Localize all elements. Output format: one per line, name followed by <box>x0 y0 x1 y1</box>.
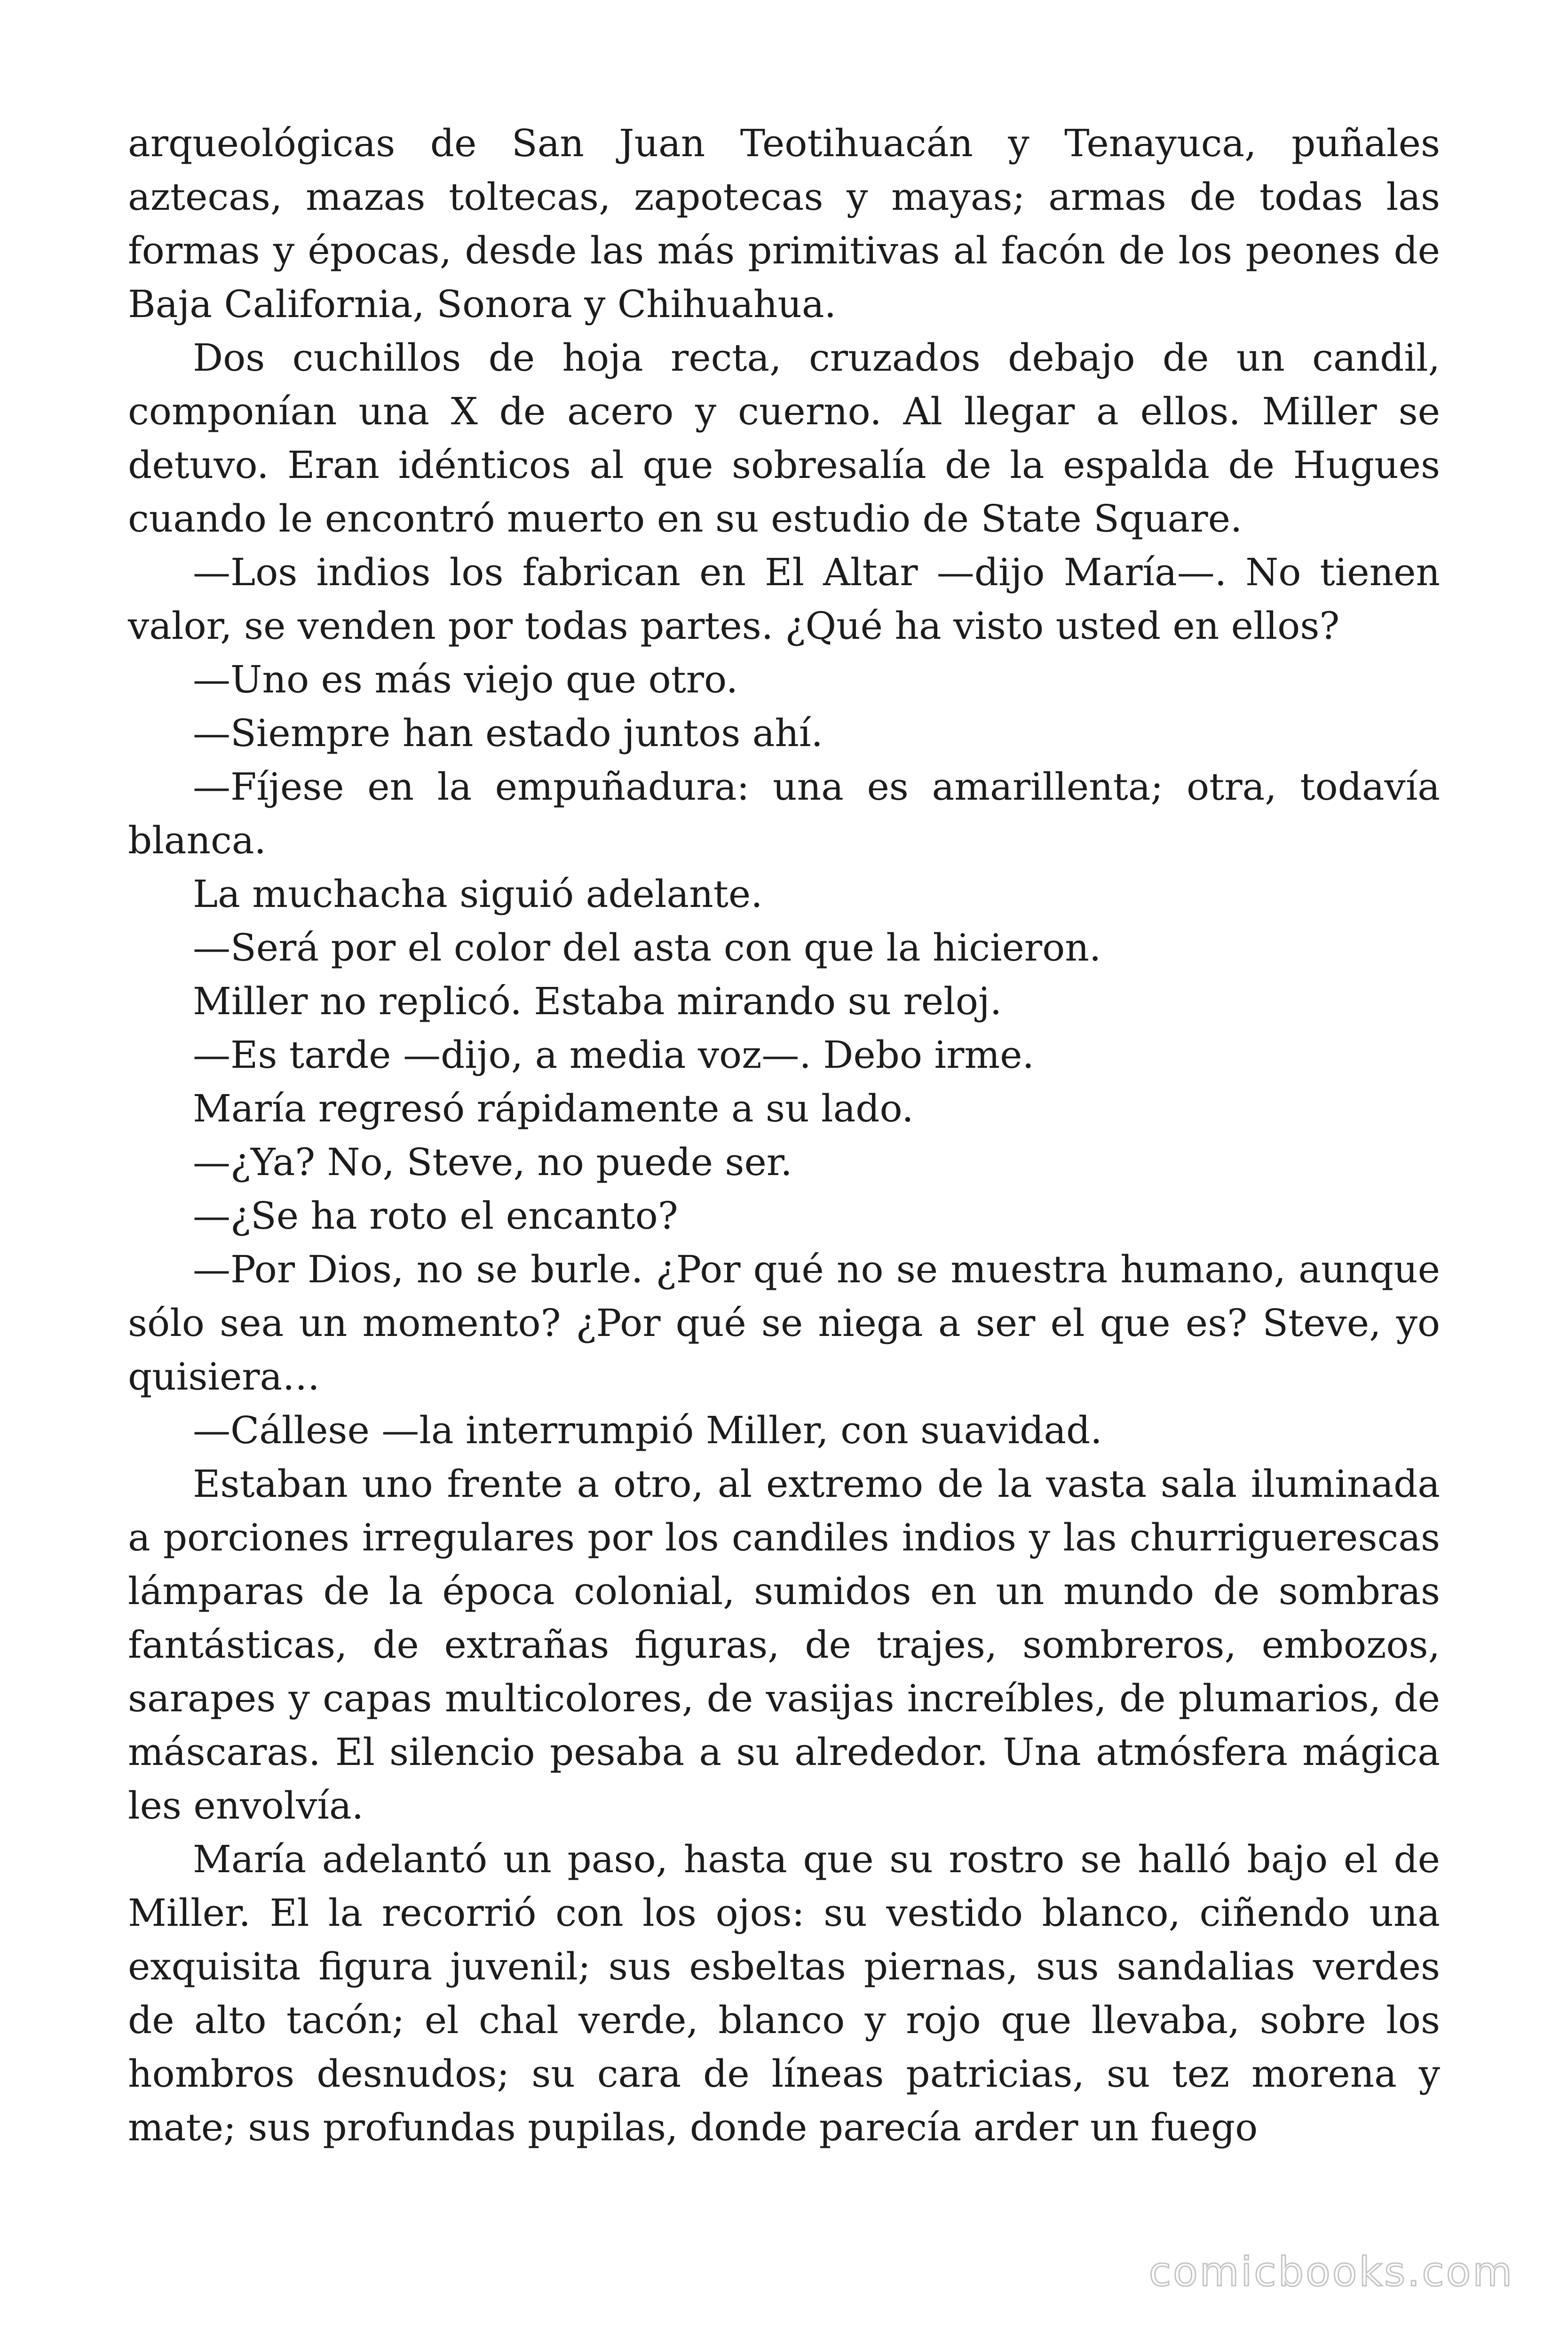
book-page-body <box>128 117 1440 2154</box>
dialogue-paragraph: —Fíjese en la empuñadura: una es amarillenta; otra, todavía blanca. <box>128 765 1440 862</box>
paragraph: María regresó rápidamente a su lado. <box>193 1087 914 1130</box>
dialogue-paragraph: —Será por el color del asta con que la hicieron. <box>193 926 1101 969</box>
paragraph: La muchacha siguió adelante. <box>193 872 763 916</box>
paragraph: María adelantó un paso, hasta que su rostro se halló bajo el de Miller. El la recorrió con los ojos: su vestido blanco, ciñendo una exquisita figura juvenil; sus esbeltas piernas, sus sandalias verdes de alto tacón; el chal verde, blanco y rojo que llevaba, sobre los hombros desnudos; su cara de líneas patricias, su tez morena y mate; sus profundas pupilas, donde parecía arder un fuego <box>128 1837 1440 2149</box>
dialogue-paragraph: —¿Ya? No, Steve, no puede ser. <box>193 1140 792 1184</box>
watermark: comicbooks.com <box>1148 2249 1514 2296</box>
paragraph: Estaban uno frente a otro, al extremo de la vasta sala iluminada a porciones irregulares por los candiles indios y las churriguerescas lámparas de la época colonial, sumidos en un mundo de sombras fantásticas, de extrañas figuras, de trajes, sombreros, embozos, sarapes y capas multicolores, de vasijas increíbles, de plumarios, de máscaras. El silencio pesaba a su alrededor. Una atmósfera mágica les envolvía. <box>128 1462 1440 1828</box>
dialogue-paragraph: —Los indios los fabrican en El Altar —dijo María—. No tienen valor, se venden por todas partes. ¿Qué ha visto usted en ellos? <box>128 550 1440 648</box>
paragraph: Dos cuchillos de hoja recta, cruzados debajo de un candil, componían una X de acero y cuerno. Al llegar a ellos. Miller se detuvo. Eran idénticos al que sobresalía de la espalda de Hugues cuando le encontró muerto en su estudio de State Square. <box>128 336 1440 540</box>
dialogue-paragraph: —Uno es más viejo que otro. <box>193 658 738 701</box>
dialogue-paragraph: —Por Dios, no se burle. ¿Por qué no se muestra humano, aunque sólo sea un momento? ¿Por qué se niega a ser el que es? Steve, yo quisiera… <box>128 1248 1440 1398</box>
paragraph-continued: arqueológicas de San Juan Teotihuacán y Tenayuca, puñales aztecas, mazas toltecas, zapotecas y mayas; armas de todas las formas y épocas, desde las más primitivas al facón de los peones de Baja California, Sonora y Chihuahua. <box>128 121 1440 326</box>
dialogue-paragraph: —Cállese —la interrumpió Miller, con suavidad. <box>193 1408 1102 1452</box>
dialogue-paragraph: —¿Se ha roto el encanto? <box>193 1194 678 1238</box>
dialogue-paragraph: —Siempre han estado juntos ahí. <box>193 711 823 755</box>
paragraph: Miller no replicó. Estaba mirando su reloj. <box>193 979 1002 1023</box>
dialogue-paragraph: —Es tarde —dijo, a media voz—. Debo irme. <box>193 1033 1034 1077</box>
